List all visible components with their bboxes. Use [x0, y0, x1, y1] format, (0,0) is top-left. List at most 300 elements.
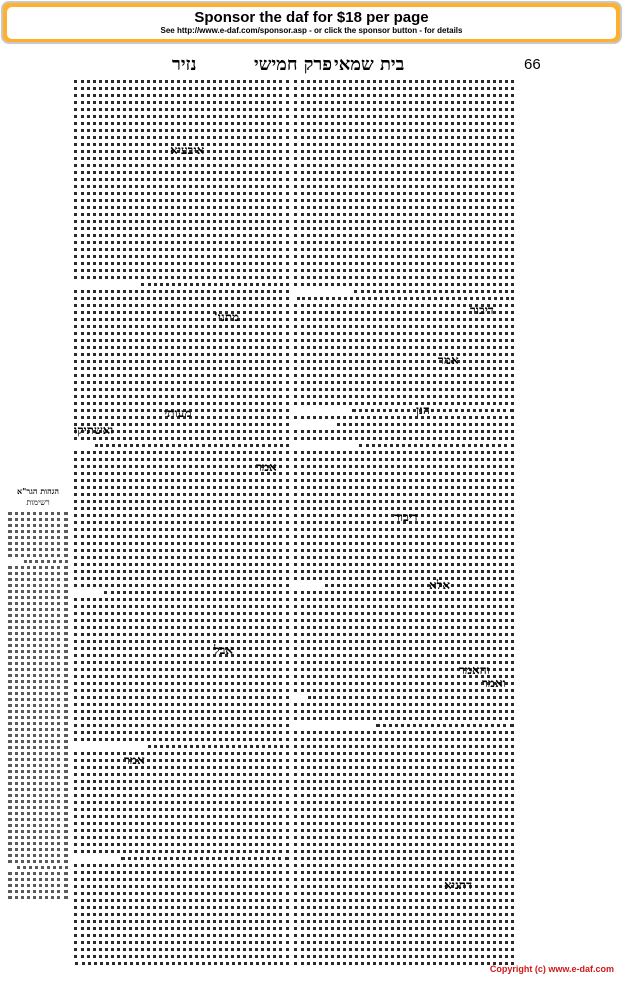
text-line [74, 136, 289, 139]
text-line [337, 423, 514, 426]
text-line [294, 178, 514, 181]
text-line [294, 703, 514, 706]
text-line [74, 395, 289, 398]
text-line [294, 87, 514, 90]
text-line [74, 794, 289, 797]
keyword: אלא [429, 578, 451, 592]
text-line [74, 913, 289, 916]
text-line [294, 549, 514, 552]
text-line [294, 766, 514, 769]
keyword: ואמר [482, 676, 506, 690]
text-line [294, 227, 514, 230]
text-line [294, 927, 514, 930]
text-line [74, 171, 289, 174]
text-line [294, 465, 514, 468]
text-line [74, 563, 289, 566]
text-line [74, 451, 289, 454]
text-line [74, 549, 289, 552]
text-line [294, 948, 514, 951]
text-line [8, 530, 68, 533]
text-line [8, 800, 68, 803]
text-line [8, 884, 68, 887]
text-line [8, 788, 68, 791]
sponsor-title: Sponsor the daf for $18 per page [194, 9, 429, 26]
text-line [294, 374, 514, 377]
text-line [74, 227, 289, 230]
text-line [8, 656, 68, 659]
text-line [74, 682, 289, 685]
text-line [8, 728, 68, 731]
text-line [74, 661, 289, 664]
text-line [294, 395, 514, 398]
text-line [8, 824, 68, 827]
text-line [74, 514, 289, 517]
text-line [294, 899, 514, 902]
text-line [8, 698, 68, 701]
text-line [74, 934, 289, 937]
text-line [294, 738, 514, 741]
text-line [359, 444, 514, 447]
text-line [294, 955, 514, 958]
text-line [8, 848, 68, 851]
text-line [74, 584, 289, 587]
text-line [74, 696, 289, 699]
text-line [294, 108, 514, 111]
text-line [8, 710, 68, 713]
text-line [294, 171, 514, 174]
text-line [8, 770, 68, 773]
text-line [8, 854, 68, 857]
text-line [74, 206, 289, 209]
text-line [8, 782, 68, 785]
text-line [294, 115, 514, 118]
text-line [74, 311, 289, 314]
text-line [294, 633, 514, 636]
text-line [8, 638, 68, 641]
text-line [74, 668, 289, 671]
text-line [74, 479, 289, 482]
text-line [8, 818, 68, 821]
text-line [74, 654, 289, 657]
text-line [74, 556, 289, 559]
text-line [294, 353, 514, 356]
text-line [74, 108, 289, 111]
text-line [294, 570, 514, 573]
text-line [354, 290, 514, 293]
text-line [294, 381, 514, 384]
text-line [294, 780, 514, 783]
copyright-notice: Copyright (c) www.e-daf.com [489, 964, 614, 974]
text-line [74, 535, 289, 538]
text-line [294, 122, 514, 125]
text-line [74, 878, 289, 881]
text-line [294, 269, 514, 272]
text-line [8, 536, 68, 539]
text-line [294, 360, 514, 363]
text-line [74, 129, 289, 132]
text-line [294, 437, 514, 440]
text-line [74, 780, 289, 783]
text-line [74, 703, 289, 706]
text-line [294, 745, 514, 748]
text-line [294, 101, 514, 104]
text-line [8, 692, 68, 695]
text-line [74, 213, 289, 216]
keyword: דיבור [394, 510, 418, 524]
text-line [8, 584, 68, 587]
text-line [8, 608, 68, 611]
text-line [294, 640, 514, 643]
text-line [74, 388, 289, 391]
keyword: הנן [416, 403, 430, 417]
text-line [74, 185, 289, 188]
text-line [294, 906, 514, 909]
text-line [74, 892, 289, 895]
text-line [294, 913, 514, 916]
text-line [294, 626, 514, 629]
text-line [74, 640, 289, 643]
text-line [8, 602, 68, 605]
text-line [294, 402, 514, 405]
text-line [24, 560, 68, 563]
text-line [74, 766, 289, 769]
text-line [74, 290, 289, 293]
keyword: והאמר [459, 663, 490, 677]
text-line [74, 332, 289, 335]
text-line [74, 899, 289, 902]
text-line [74, 633, 289, 636]
text-line [74, 339, 289, 342]
keyword: מתני' [214, 310, 240, 324]
text-line [74, 381, 289, 384]
text-line [74, 759, 289, 762]
text-line [8, 554, 68, 557]
text-line [74, 178, 289, 181]
text-line [294, 136, 514, 139]
text-line [294, 185, 514, 188]
text-line [8, 830, 68, 833]
text-line [294, 801, 514, 804]
sponsor-banner-inner [7, 7, 616, 39]
text-line [74, 353, 289, 356]
text-line [74, 80, 289, 83]
text-line [104, 591, 289, 594]
text-line [74, 255, 289, 258]
text-line [74, 220, 289, 223]
text-line [8, 662, 68, 665]
text-line [294, 962, 514, 965]
text-line [8, 680, 68, 683]
keyword: דתניא [444, 878, 472, 892]
text-line [294, 535, 514, 538]
text-line [74, 241, 289, 244]
text-line [74, 773, 289, 776]
text-line [74, 955, 289, 958]
text-line [294, 234, 514, 237]
text-line [74, 164, 289, 167]
text-line [75, 962, 289, 965]
text-line [8, 512, 68, 515]
text-line [294, 192, 514, 195]
text-line [8, 806, 68, 809]
text-line [74, 304, 289, 307]
text-line [8, 860, 68, 863]
text-line [74, 493, 289, 496]
text-line [74, 521, 289, 524]
text-line [294, 325, 514, 328]
text-line [325, 584, 514, 587]
page-number: 66 [524, 56, 541, 73]
text-line [294, 262, 514, 265]
text-line [294, 808, 514, 811]
keyword: אמר [438, 353, 459, 367]
keyword: מעותי [164, 406, 192, 420]
text-line [74, 276, 289, 279]
text-line [74, 199, 289, 202]
keyword: אמר [256, 460, 277, 474]
text-line [8, 524, 68, 527]
side-gloss-column [8, 510, 68, 900]
text-line [74, 724, 289, 727]
text-line [8, 890, 68, 893]
text-line [294, 815, 514, 818]
text-line [74, 269, 289, 272]
text-line [74, 885, 289, 888]
text-line [74, 815, 289, 818]
text-line [8, 668, 68, 671]
text-line [8, 704, 68, 707]
text-line [294, 787, 514, 790]
text-line [294, 605, 514, 608]
text-line [8, 626, 68, 629]
text-line [294, 479, 514, 482]
text-line [148, 745, 289, 748]
text-line [294, 892, 514, 895]
text-line [74, 262, 289, 265]
text-line [8, 794, 68, 797]
gra-notes-title: הגהות הגר"א [16, 486, 60, 496]
text-line [8, 686, 68, 689]
text-line [294, 220, 514, 223]
text-line [8, 566, 68, 569]
text-line [74, 500, 289, 503]
text-line [8, 812, 68, 815]
text-line [294, 920, 514, 923]
text-line [294, 157, 514, 160]
text-line [74, 710, 289, 713]
text-line [74, 619, 289, 622]
text-line [74, 906, 289, 909]
text-line [297, 297, 514, 300]
text-line [74, 318, 289, 321]
text-line [294, 143, 514, 146]
text-line [74, 570, 289, 573]
text-line [74, 801, 289, 804]
text-line [294, 577, 514, 580]
text-line [294, 850, 514, 853]
text-line [74, 297, 289, 300]
text-line [8, 548, 68, 551]
text-line [308, 696, 514, 699]
text-line [8, 614, 68, 617]
text-line [8, 542, 68, 545]
text-line [294, 563, 514, 566]
text-line [294, 654, 514, 657]
text-line [294, 276, 514, 279]
text-line [294, 164, 514, 167]
text-line [74, 598, 289, 601]
text-line [294, 206, 514, 209]
text-line [74, 360, 289, 363]
text-line [294, 836, 514, 839]
text-line [294, 346, 514, 349]
text-line [8, 758, 68, 761]
chapter-number: פרק חמישי [254, 54, 333, 75]
text-line [74, 731, 289, 734]
text-line [74, 248, 289, 251]
text-line [74, 486, 289, 489]
text-line [294, 283, 514, 286]
text-line [294, 591, 514, 594]
text-line [294, 472, 514, 475]
text-line [74, 507, 289, 510]
right-margin-notes [519, 78, 609, 968]
text-line [74, 605, 289, 608]
text-line [294, 689, 514, 692]
text-line [74, 87, 289, 90]
text-line [74, 941, 289, 944]
text-line [74, 822, 289, 825]
text-line [121, 857, 289, 860]
text-line [294, 871, 514, 874]
keyword: ואשתיקו [74, 423, 114, 437]
text-line [74, 675, 289, 678]
text-line [74, 927, 289, 930]
text-line [95, 444, 289, 447]
text-line [8, 674, 68, 677]
text-line [294, 731, 514, 734]
text-line [294, 332, 514, 335]
text-line [74, 948, 289, 951]
text-line [8, 596, 68, 599]
text-line [17, 866, 68, 869]
text-line [294, 318, 514, 321]
text-line [294, 458, 514, 461]
text-line [294, 339, 514, 342]
text-line [294, 717, 514, 720]
text-line [74, 787, 289, 790]
text-line [74, 367, 289, 370]
text-line [74, 920, 289, 923]
text-line [74, 871, 289, 874]
text-line [74, 752, 289, 755]
text-line [8, 578, 68, 581]
text-line [294, 486, 514, 489]
text-line [294, 864, 514, 867]
text-line [74, 626, 289, 629]
text-line [74, 808, 289, 811]
text-line [74, 528, 289, 531]
text-line [8, 650, 68, 653]
text-line [294, 493, 514, 496]
text-line [74, 402, 289, 405]
talmud-page [4, 48, 622, 977]
text-line [74, 234, 289, 237]
tractate-name: נזיר [172, 54, 197, 75]
text-line [294, 647, 514, 650]
text-line [376, 724, 514, 727]
text-line [294, 598, 514, 601]
text-line [8, 764, 68, 767]
text-line [294, 878, 514, 881]
text-line [74, 738, 289, 741]
text-line [294, 367, 514, 370]
text-line [74, 325, 289, 328]
text-line [294, 129, 514, 132]
text-line [8, 716, 68, 719]
text-line [74, 577, 289, 580]
text-line [74, 843, 289, 846]
text-line [8, 836, 68, 839]
text-line [74, 374, 289, 377]
text-line [294, 500, 514, 503]
text-line [294, 934, 514, 937]
text-line [74, 192, 289, 195]
text-line [294, 451, 514, 454]
text-line [74, 717, 289, 720]
text-line [8, 878, 68, 881]
text-line [74, 94, 289, 97]
text-line [294, 388, 514, 391]
text-line [294, 612, 514, 615]
keyword: איבעיא [170, 143, 205, 157]
text-line [352, 409, 514, 412]
text-line [294, 843, 514, 846]
text-line [74, 689, 289, 692]
text-line [294, 794, 514, 797]
text-line [74, 346, 289, 349]
text-line [294, 430, 514, 433]
text-line [74, 101, 289, 104]
text-line [294, 619, 514, 622]
sponsor-banner[interactable] [1, 1, 622, 44]
text-line [294, 829, 514, 832]
text-line [8, 842, 68, 845]
text-line [8, 896, 68, 899]
text-line [8, 518, 68, 521]
text-line [294, 528, 514, 531]
text-line [294, 710, 514, 713]
text-line [294, 556, 514, 559]
text-line [294, 255, 514, 258]
text-line [294, 542, 514, 545]
text-line [294, 941, 514, 944]
text-line [141, 283, 289, 286]
text-line [8, 722, 68, 725]
chapter-name: בית שמאי [334, 54, 405, 75]
text-line [8, 776, 68, 779]
text-line [74, 612, 289, 615]
text-line [8, 632, 68, 635]
text-line [74, 836, 289, 839]
text-line [294, 241, 514, 244]
text-line [294, 248, 514, 251]
text-line [74, 864, 289, 867]
text-line [294, 213, 514, 216]
text-line [294, 759, 514, 762]
text-line [74, 115, 289, 118]
keyword: אמר [124, 753, 145, 767]
